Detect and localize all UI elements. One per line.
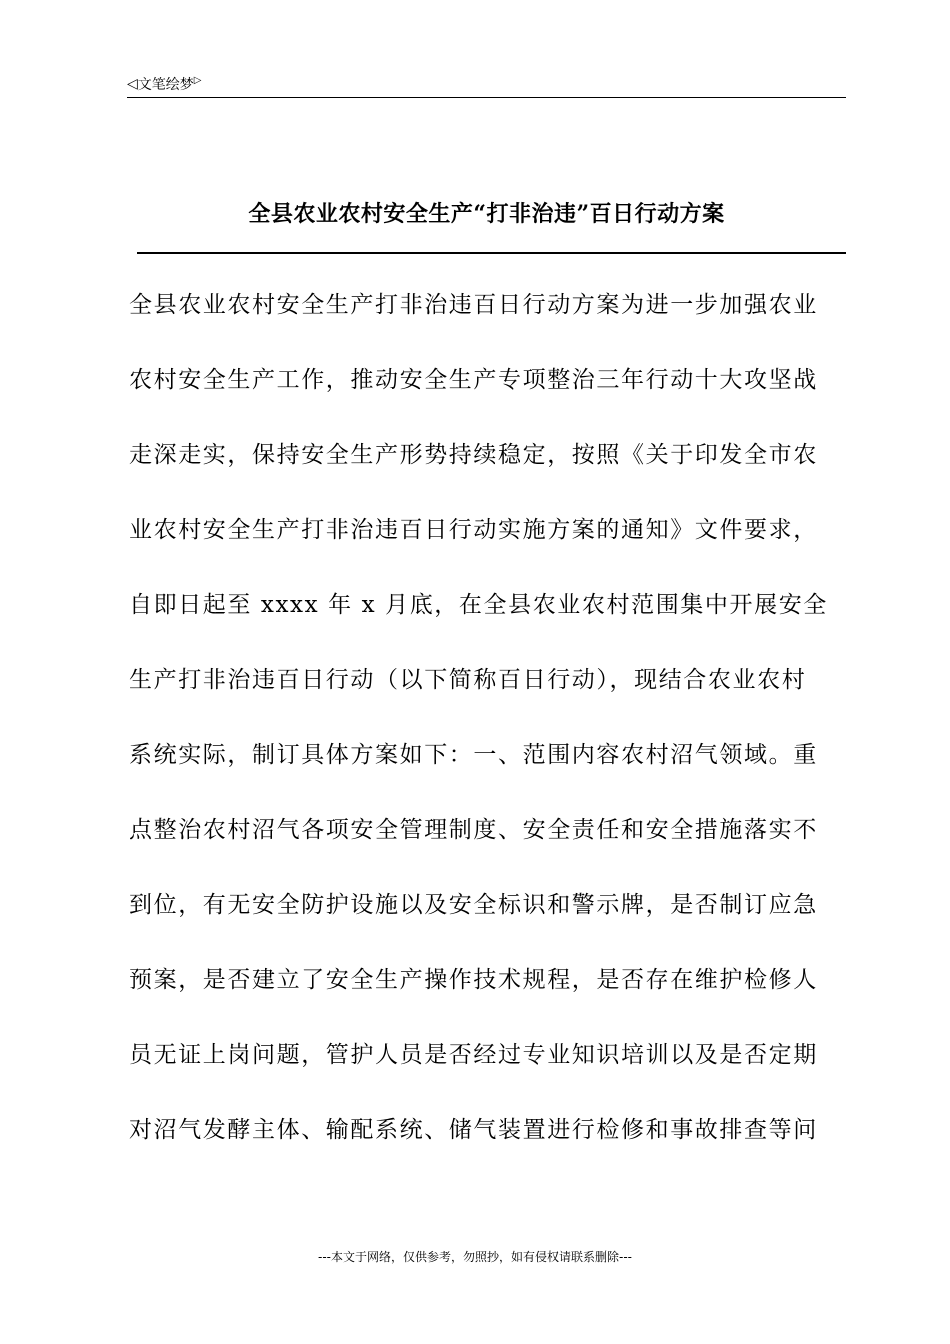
body-line: 系统实际，制订具体方案如下：一、范围内容农村沼气领域。重 (129, 742, 818, 768)
body-line: 预案，是否建立了安全生产操作技术规程，是否存在维护检修人 (129, 967, 818, 993)
header-label: 文笔绘梦 (137, 77, 194, 93)
body-line: 到位，有无安全防护设施以及安全标识和警示牌，是否制订应急 (129, 892, 818, 918)
body-line: 自即日起至 xxxx 年 x 月底，在全县农业农村范围集中开展安全 (129, 592, 828, 618)
header-divider (127, 97, 846, 98)
document-title: 全县农业农村安全生产“打非治违”百日行动方案 (248, 201, 725, 227)
body-line: 业农村安全生产打非治违百日行动实施方案的通知》文件要求， (129, 517, 818, 543)
body-line: 生产打非治违百日行动（以下简称百日行动），现结合农业农村 (129, 667, 807, 693)
body-line: 点整治农村沼气各项安全管理制度、安全责任和安全措施落实不 (129, 817, 818, 843)
body-line: 全县农业农村安全生产打非治违百日行动方案为进一步加强农业 (129, 292, 818, 318)
title-underline (137, 252, 846, 254)
body-line: 农村安全生产工作，推动安全生产专项整治三年行动十大攻坚战 (129, 367, 818, 393)
body-line: 走深走实，保持安全生产形势持续稳定，按照《关于印发全市农 (129, 442, 818, 468)
page-footer: ---本文于网络，仅供参考，勿照抄，如有侵权请联系删除--- (318, 1250, 632, 1264)
page-header (127, 74, 201, 94)
right-triangle-icon: ▷ (193, 74, 202, 86)
body-line: 员无证上岗问题，管护人员是否经过专业知识培训以及是否定期 (129, 1042, 818, 1068)
left-triangle-icon: ◁ (127, 76, 138, 92)
body-line: 对沼气发酵主体、输配系统、储气装置进行检修和事故排查等问 (129, 1117, 818, 1143)
document-body (129, 268, 845, 1168)
